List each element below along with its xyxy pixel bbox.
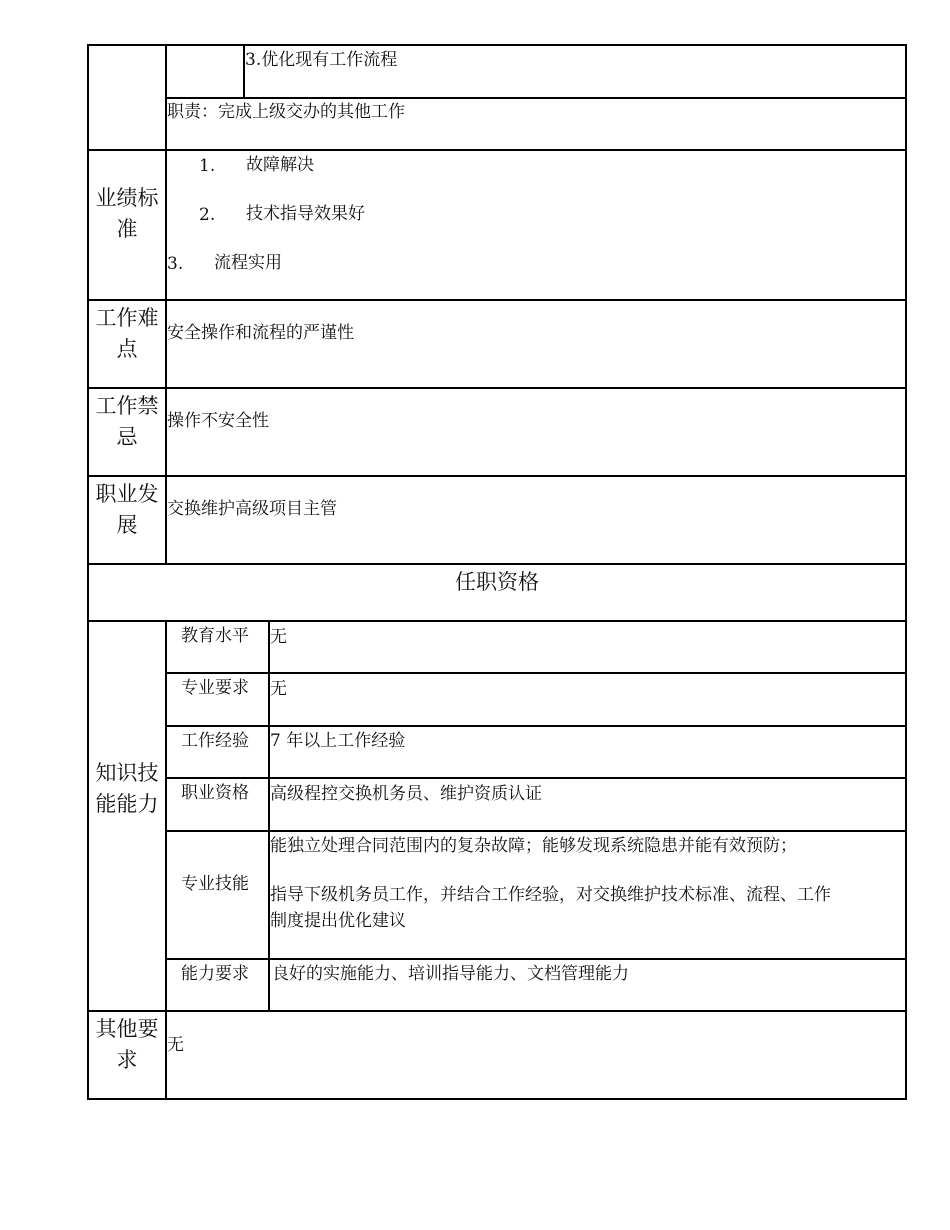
top-row-divider <box>165 97 907 99</box>
performance-top-border <box>87 149 907 151</box>
certification-label: 职业资格 <box>181 783 249 803</box>
qualification-title-top-border <box>87 563 907 565</box>
taboo-label: 工作禁忌 <box>95 394 159 449</box>
career-top-border <box>87 475 907 477</box>
qualification-label: 知识技能能力 <box>95 761 159 816</box>
performance-item-1-text: 故障解决 <box>246 155 314 175</box>
education-bottom-border <box>165 672 907 674</box>
other-top-border <box>87 1010 907 1012</box>
performance-item-3-num: 3. <box>167 254 184 274</box>
duty-item-3: 3.优化现有工作流程 <box>245 50 398 70</box>
skills-label: 专业技能 <box>181 874 249 894</box>
skills-value-line-2: 指导下级机务员工作，并结合工作经验，对交换维护技术标准、流程、工作 <box>270 885 831 905</box>
other-label: 其他要求 <box>95 1017 159 1072</box>
major-label: 专业要求 <box>181 678 249 698</box>
ability-label: 能力要求 <box>181 964 249 984</box>
qualification-title-bottom-border <box>87 620 907 622</box>
difficulty-label: 工作难点 <box>95 306 159 361</box>
other-value: 无 <box>167 1035 184 1055</box>
skills-bottom-border <box>165 958 907 960</box>
difficulty-value: 安全操作和流程的严谨性 <box>167 323 354 343</box>
skills-value-line-3: 制度提出优化建议 <box>270 911 406 931</box>
experience-value: 7 年以上工作经验 <box>270 731 406 751</box>
performance-item-1-num: 1. <box>199 156 216 176</box>
education-value: 无 <box>270 627 287 647</box>
experience-bottom-border <box>165 777 907 779</box>
performance-item-2-text: 技术指导效果好 <box>246 204 365 224</box>
certification-value: 高级程控交换机务员、维护资质认证 <box>270 784 542 804</box>
performance-item-2-num: 2. <box>199 205 216 225</box>
taboo-value: 操作不安全性 <box>167 411 269 431</box>
major-bottom-border <box>165 725 907 727</box>
taboo-top-border <box>87 387 907 389</box>
major-value: 无 <box>270 679 287 699</box>
table-border-bottom <box>87 1098 907 1100</box>
certification-bottom-border <box>165 830 907 832</box>
qualification-title: 任职资格 <box>455 570 539 594</box>
table-border-top <box>87 44 907 46</box>
experience-label: 工作经验 <box>181 731 249 751</box>
skills-value-line-1: 能独立处理合同范围内的复杂故障；能够发现系统隐患并能有效预防； <box>270 836 797 856</box>
career-value: 交换维护高级项目主管 <box>167 499 337 519</box>
education-label: 教育水平 <box>181 626 249 646</box>
career-label: 职业发展 <box>95 482 159 537</box>
performance-item-3-text: 流程实用 <box>214 253 282 273</box>
ability-value: 良好的实施能力、培训指导能力、文档管理能力 <box>272 964 629 984</box>
performance-label: 业绩标准 <box>95 186 159 241</box>
difficulty-top-border <box>87 299 907 301</box>
other-duty-text: 职责：完成上级交办的其他工作 <box>167 102 405 122</box>
